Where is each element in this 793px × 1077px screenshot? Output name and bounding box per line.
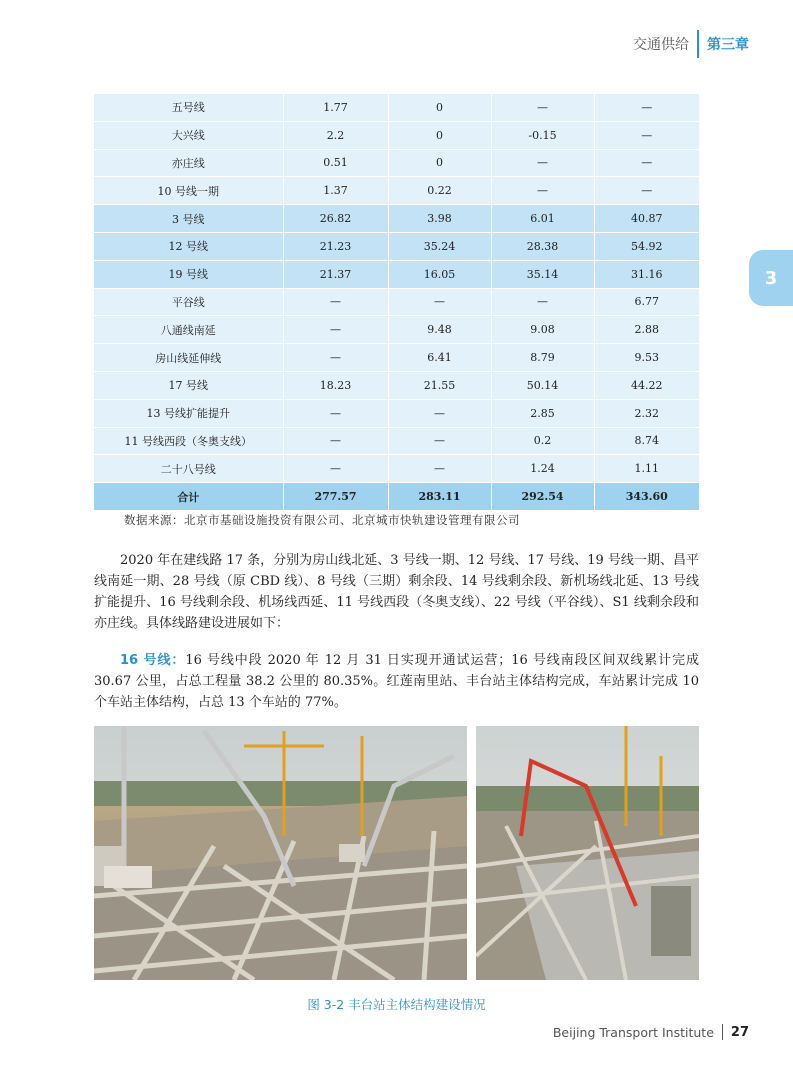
row-label-cell: 二十八号线 xyxy=(94,455,283,483)
value-cell: — xyxy=(388,288,491,316)
value-cell: 1.11 xyxy=(594,455,699,483)
value-cell: — xyxy=(491,288,594,316)
value-cell: — xyxy=(283,427,388,455)
total-value-cell: 343.60 xyxy=(594,483,699,511)
table-row xyxy=(94,121,699,149)
footer-divider xyxy=(722,1024,723,1040)
value-cell: 50.14 xyxy=(491,371,594,399)
value-cell: — xyxy=(594,177,699,205)
chapter-title: 第三章 xyxy=(707,37,749,53)
value-cell: 0.51 xyxy=(283,149,388,177)
value-cell: 6.41 xyxy=(388,344,491,372)
value-cell: 9.53 xyxy=(594,344,699,372)
table-row xyxy=(94,344,699,372)
value-cell: — xyxy=(388,455,491,483)
table-row xyxy=(94,205,699,233)
table-row xyxy=(94,399,699,427)
line-16-keyword: 16 号线： xyxy=(120,653,186,668)
value-cell: 16.05 xyxy=(388,260,491,288)
table-row xyxy=(94,232,699,260)
total-label-cell: 合计 xyxy=(94,483,283,511)
table-row xyxy=(94,288,699,316)
header-divider xyxy=(697,30,699,58)
value-cell: 2.2 xyxy=(283,121,388,149)
value-cell: 6.77 xyxy=(594,288,699,316)
value-cell: 2.85 xyxy=(491,399,594,427)
value-cell: — xyxy=(388,427,491,455)
footer-institute: Beijing Transport Institute xyxy=(552,1024,714,1040)
paragraph-line-16 xyxy=(94,650,699,713)
value-cell: 0 xyxy=(388,94,491,121)
value-cell: 1.37 xyxy=(283,177,388,205)
value-cell: — xyxy=(594,121,699,149)
row-label-cell: 19 号线 xyxy=(94,260,283,288)
page-footer xyxy=(553,1024,749,1040)
value-cell: 2.88 xyxy=(594,316,699,344)
row-label-cell: 17 号线 xyxy=(94,371,283,399)
table-row xyxy=(94,427,699,455)
value-cell: -0.15 xyxy=(491,121,594,149)
value-cell: 9.08 xyxy=(491,316,594,344)
value-cell: 8.74 xyxy=(594,427,699,455)
value-cell: 8.79 xyxy=(491,344,594,372)
construction-photo-left xyxy=(94,726,467,980)
value-cell: 18.23 xyxy=(283,371,388,399)
value-cell: 40.87 xyxy=(594,205,699,233)
paragraph-lines-under-construction: 2020 年在建线路 17 条，分别为房山线北延、3 号线一期、12 号线、17 号线、19 号线一期、昌平线南延一期、28 号线（原 CBD 线）、8 号线（三期）剩余段、14 号线剩余段、新机场线北延、13 号线扩能提升、16 号线剩余段、机场线西延、11 号线西段（冬奥支线）、22 号线（平谷线）、S1 线剩余段和亦庄线。具体线路建设进展如下： xyxy=(94,553,699,631)
value-cell: 0 xyxy=(388,149,491,177)
value-cell: 6.01 xyxy=(491,205,594,233)
table-row xyxy=(94,455,699,483)
value-cell: 35.24 xyxy=(388,232,491,260)
table-source-note: 数据来源：北京市基础设施投资有限公司、北京城市快轨建设管理有限公司 xyxy=(124,513,520,527)
value-cell: 21.23 xyxy=(283,232,388,260)
table-row xyxy=(94,316,699,344)
row-label-cell: 10 号线一期 xyxy=(94,177,283,205)
value-cell: 0.22 xyxy=(388,177,491,205)
row-label-cell: 大兴线 xyxy=(94,121,283,149)
total-value-cell: 277.57 xyxy=(283,483,388,511)
total-value-cell: 292.54 xyxy=(491,483,594,511)
value-cell: 35.14 xyxy=(491,260,594,288)
row-label-cell: 房山线延伸线 xyxy=(94,344,283,372)
value-cell: 28.38 xyxy=(491,232,594,260)
value-cell: 31.16 xyxy=(594,260,699,288)
value-cell: 1.77 xyxy=(283,94,388,121)
line-16-text: 16 号线中段 2020 年 12 月 31 日实现开通试运营；16 号线南段区间双线累计完成 30.67 公里，占总工程量 38.2 公里的 80.35%。红莲南里站、丰台站主体结构完成，车站累计完成 10 个车站主体结构，占总 13 个车站的 77%。 xyxy=(94,653,700,710)
table-row xyxy=(94,177,699,205)
figure-caption: 图 3-2 丰台站主体结构建设情况 xyxy=(307,997,486,1012)
value-cell: — xyxy=(491,149,594,177)
total-value-cell: 283.11 xyxy=(388,483,491,511)
value-cell: 44.22 xyxy=(594,371,699,399)
value-cell: 21.37 xyxy=(283,260,388,288)
value-cell: — xyxy=(283,399,388,427)
construction-photo-right xyxy=(476,726,699,980)
value-cell: — xyxy=(594,94,699,121)
chapter-tab: 3 xyxy=(749,250,793,306)
running-header xyxy=(633,30,749,58)
table-total-row xyxy=(94,483,699,511)
value-cell: — xyxy=(283,288,388,316)
row-label-cell: 八通线南延 xyxy=(94,316,283,344)
table-row xyxy=(94,371,699,399)
row-label-cell: 五号线 xyxy=(94,94,283,121)
value-cell: 1.24 xyxy=(491,455,594,483)
row-label-cell: 平谷线 xyxy=(94,288,283,316)
value-cell: 2.32 xyxy=(594,399,699,427)
value-cell: 26.82 xyxy=(283,205,388,233)
row-label-cell: 12 号线 xyxy=(94,232,283,260)
row-label-cell: 13 号线扩能提升 xyxy=(94,399,283,427)
value-cell: — xyxy=(283,455,388,483)
row-label-cell: 3 号线 xyxy=(94,205,283,233)
value-cell: — xyxy=(388,399,491,427)
value-cell: 0 xyxy=(388,121,491,149)
table-row xyxy=(94,94,699,121)
value-cell: — xyxy=(283,316,388,344)
row-label-cell: 亦庄线 xyxy=(94,149,283,177)
row-label-cell: 11 号线西段（冬奥支线） xyxy=(94,427,283,455)
table-row xyxy=(94,260,699,288)
value-cell: — xyxy=(491,94,594,121)
investment-table xyxy=(94,94,699,511)
page-number: 27 xyxy=(730,1024,749,1040)
value-cell: 0.2 xyxy=(491,427,594,455)
table-row xyxy=(94,149,699,177)
value-cell: — xyxy=(594,149,699,177)
value-cell: — xyxy=(491,177,594,205)
value-cell: 54.92 xyxy=(594,232,699,260)
value-cell: 9.48 xyxy=(388,316,491,344)
value-cell: — xyxy=(283,344,388,372)
section-title: 交通供给 xyxy=(633,37,689,53)
value-cell: 3.98 xyxy=(388,205,491,233)
value-cell: 21.55 xyxy=(388,371,491,399)
